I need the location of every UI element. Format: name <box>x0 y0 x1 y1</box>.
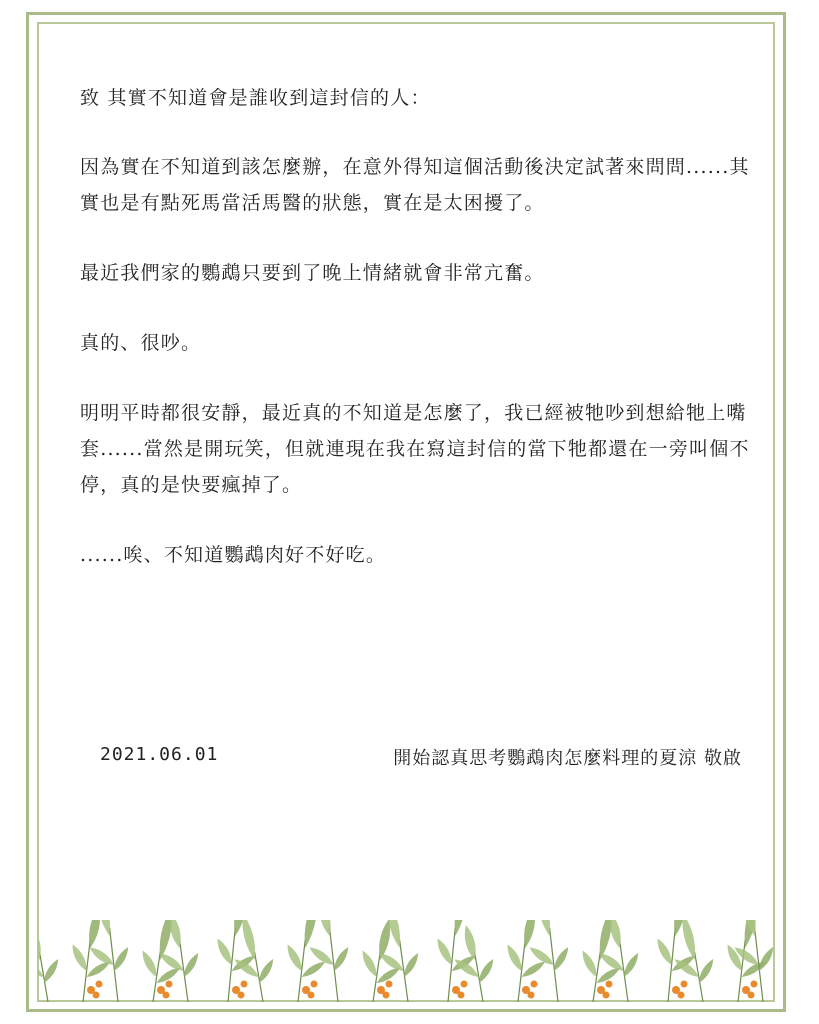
berry-dot <box>383 992 390 999</box>
letter-paragraph-5: ......唉、不知道鸚鵡肉好不好吃。 <box>80 544 387 566</box>
letter-paragraph-3: 真的、很吵。 <box>80 332 202 354</box>
leaf-shape <box>301 920 321 949</box>
leaf-shape <box>521 920 539 949</box>
berry-dot <box>96 981 103 988</box>
berry-dot <box>238 992 245 999</box>
berry-dot <box>751 981 758 988</box>
leaf-shape <box>679 920 699 961</box>
berry-dot <box>386 981 393 988</box>
letter-paragraph-2: 最近我們家的鸚鵡只要到了晚上情緒就會非常亢奮。 <box>80 262 545 284</box>
letter-greeting: 致 其實不知道會是誰收到這封信的人： <box>80 87 431 109</box>
berry-dot <box>461 981 468 988</box>
leaf-shape <box>239 920 259 961</box>
letter-signature-line <box>100 744 750 774</box>
leaf-shape <box>38 924 44 961</box>
berry-dot <box>308 992 315 999</box>
berry-dot <box>681 981 688 988</box>
berry-dot <box>603 992 610 999</box>
berry-dot <box>241 981 248 988</box>
berry-dot <box>93 992 100 999</box>
leaf-shape <box>520 959 547 980</box>
leaf-shape <box>317 920 334 937</box>
berry-dot <box>311 981 318 988</box>
letter-paragraph-4: 明明平時都很安靜，最近真的不知道是怎麼了，我已經被牠吵到想給牠上嘴套......當然是開玩笑，但就連現在我在寫這封信的當下牠都還在一旁叫個不停，真的是快要瘋掉了。 <box>80 402 750 496</box>
berry-dot <box>163 992 170 999</box>
stem-line <box>153 952 160 1002</box>
berry-dot <box>748 992 755 999</box>
leaf-shape <box>462 924 479 961</box>
berry-dot <box>458 992 465 999</box>
leaf-garland-decoration <box>38 920 774 1002</box>
berry-dot <box>531 981 538 988</box>
letter-date: 2021.06.01 <box>100 744 219 765</box>
letter-signature: 開始認真思考鸚鵡肉怎麼料理的夏涼 敬啟 <box>393 748 742 769</box>
leaf-shape <box>300 959 327 980</box>
berry-dot <box>678 992 685 999</box>
leaf-shape <box>86 920 104 949</box>
berry-dot <box>166 981 173 988</box>
berry-dot <box>606 981 613 988</box>
letter-body <box>80 80 752 607</box>
letter-paragraph-1: 因為實在不知道到該怎麼辦，在意外得知這個活動後決定試著來問問......其實也是有點死馬當活馬醫的狀態，實在是太困擾了。 <box>80 156 750 214</box>
berry-dot <box>528 992 535 999</box>
